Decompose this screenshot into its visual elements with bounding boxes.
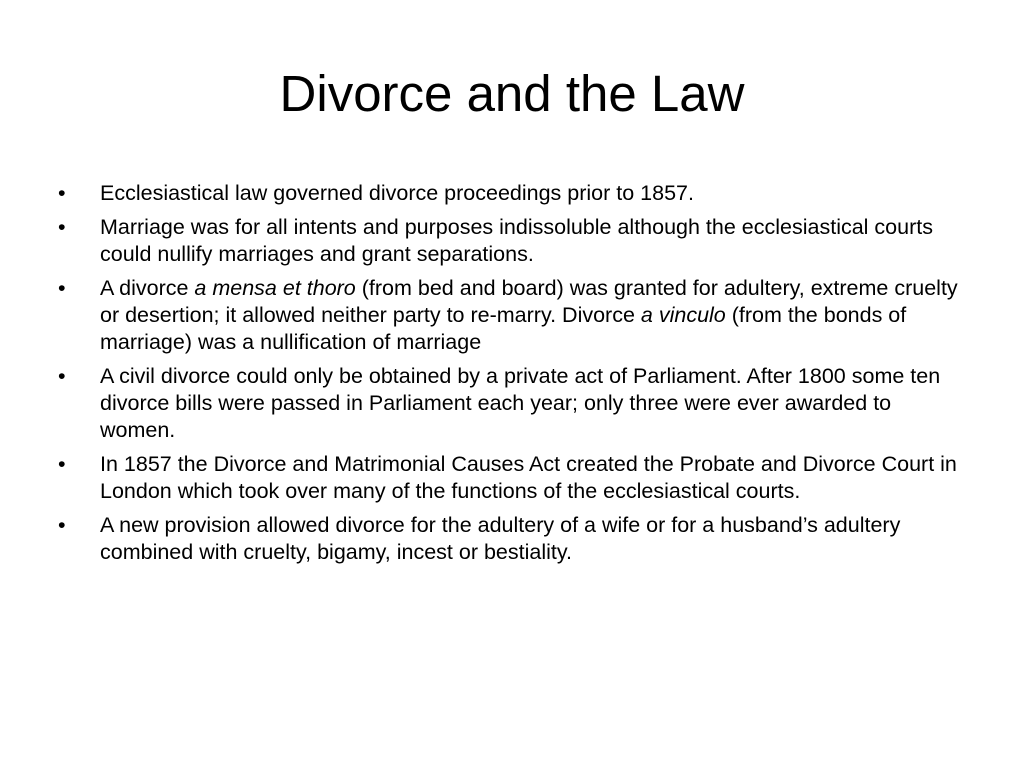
text-segment: (from the bonds of marriage) was a nullification of marriage [100,303,907,354]
text-segment: A divorce [100,276,195,300]
italic-phrase: a mensa et thoro [194,276,356,300]
bullet-dot-icon: • [58,452,66,476]
text-segment: Marriage was for all intents and purposes indissoluble although the ecclesiastical courts could nullify marriages and grant separations. [100,215,933,266]
bullet-dot-icon: • [58,215,66,239]
bullet-text [100,275,963,356]
bullet-item [58,180,963,207]
text-segment: (from bed and board) was granted for adultery, extreme cruelty or desertion; it allowed neither party to re-marry. Divorce [100,276,958,327]
text-segment: In 1857 the Divorce and Matrimonial Causes Act created the Probate and Divorce Court in London which took over many of the functions of the ecclesiastical courts. [100,452,957,503]
bullet-dot-icon: • [58,364,66,388]
bullet-item [58,275,963,356]
bullet-text [100,512,963,566]
bullet-item [58,363,963,444]
bullet-item [58,214,963,268]
italic-phrase: a vinculo [640,303,726,327]
text-segment: A civil divorce could only be obtained by a private act of Parliament. After 1800 some ten divorce bills were passed in Parliament each year; only three were ever awarded to women. [100,364,941,442]
slide-title: Divorce and the Law [279,65,745,122]
bullet-dot-icon: • [58,276,66,300]
bullet-list [58,180,963,573]
bullet-text [100,214,963,268]
bullet-text [100,363,963,444]
text-segment: A new provision allowed divorce for the adultery of a wife or for a husband’s adultery combined with cruelty, bigamy, incest or bestiality. [100,513,901,564]
bullet-item [58,451,963,505]
text-segment: Ecclesiastical law governed divorce proceedings prior to 1857. [100,181,694,205]
bullet-item [58,512,963,566]
bullet-text [100,451,963,505]
bullet-dot-icon: • [58,513,66,537]
bullet-text [100,180,963,207]
bullet-dot-icon: • [58,181,66,205]
